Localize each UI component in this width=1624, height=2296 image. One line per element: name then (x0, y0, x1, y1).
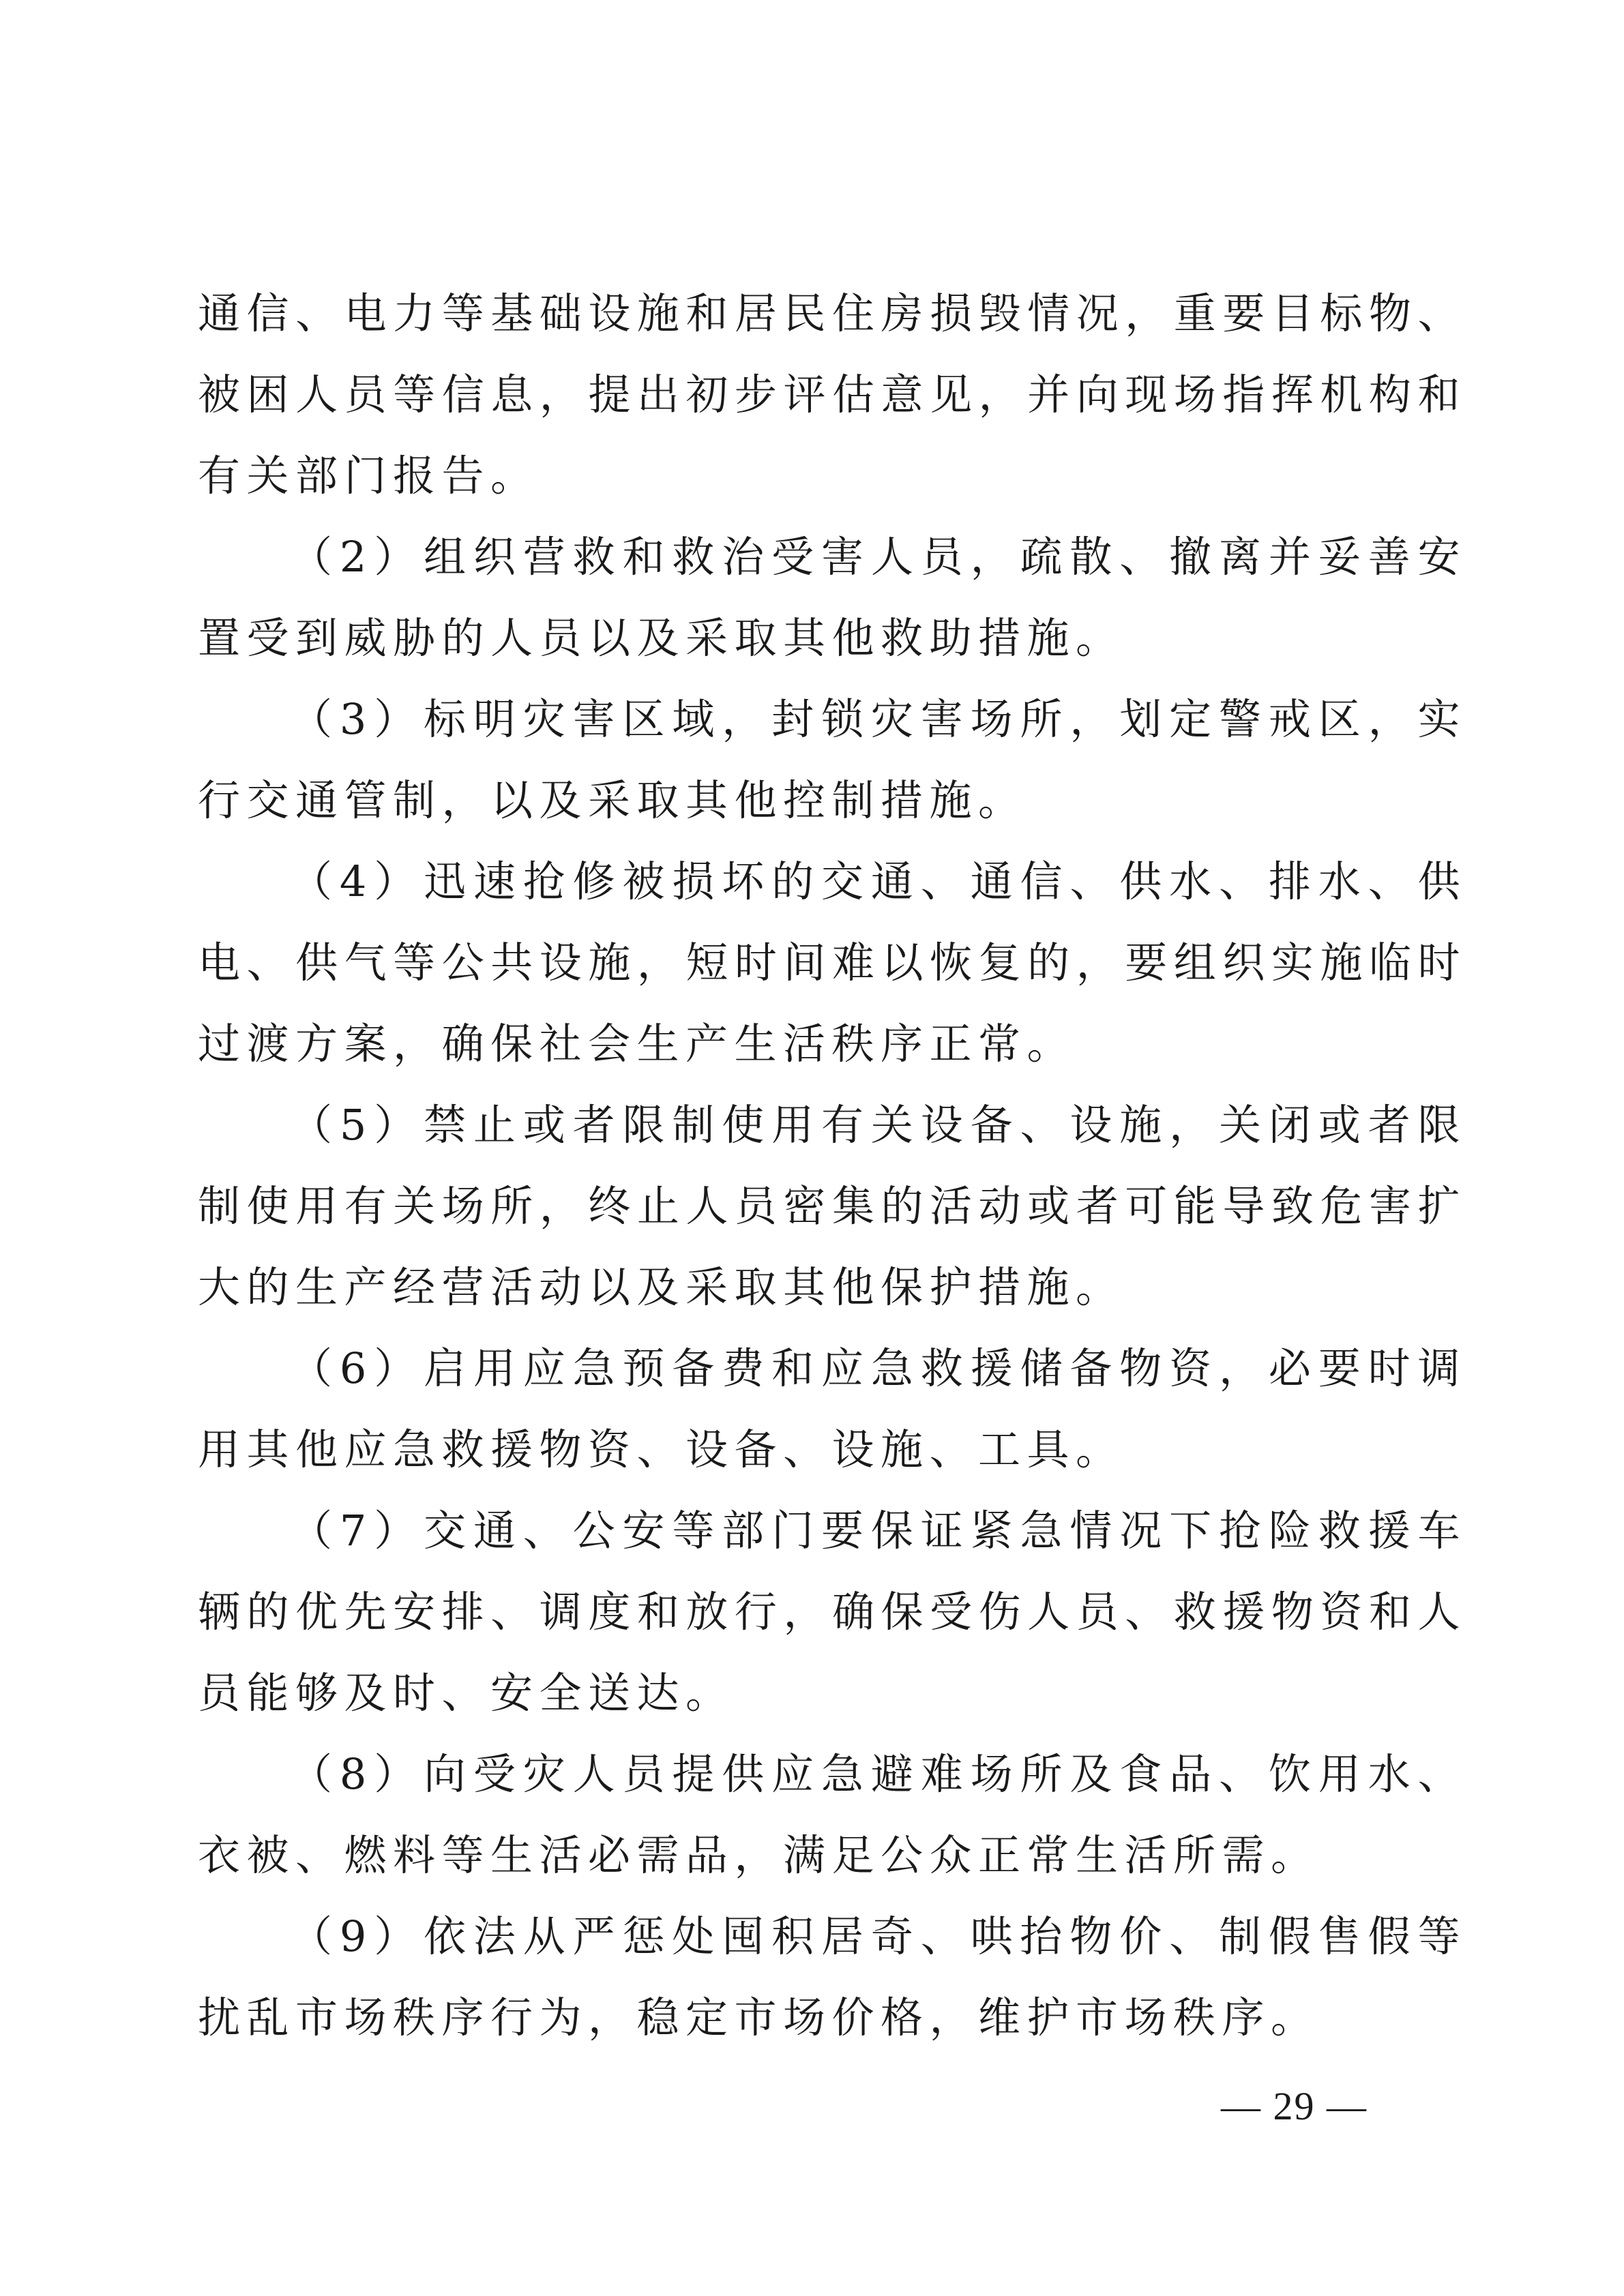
paragraph-item-2: （2）组织营救和救治受害人员，疏散、撤离并妥善安置受到威胁的人员以及采取其他救助措施。 (198, 532, 1466, 663)
paragraph-item-3: （3）标明灾害区域，封锁灾害场所，划定警戒区，实行交通管制，以及采取其他控制措施。 (198, 694, 1466, 825)
paragraph-continuation: 通信、电力等基础设施和居民住房损毁情况，重要目标物、被困人员等信息，提出初步评估意见，并向现场指挥机构和有关部门报告。 (198, 288, 1466, 501)
paragraph-item-4: （4）迅速抢修被损坏的交通、通信、供水、排水、供电、供气等公共设施，短时间难以恢复的，要组织实施临时过渡方案，确保社会生产生活秩序正常。 (198, 856, 1466, 1069)
paragraph-item-5: （5）禁止或者限制使用有关设备、设施，关闭或者限制使用有关场所，终止人员密集的活动或者可能导致危害扩大的生产经营活动以及采取其他保护措施。 (198, 1100, 1466, 1312)
document-body (198, 273, 1466, 2058)
paragraph-item-6: （6）启用应急预备费和应急救援储备物资，必要时调用其他应急救援物资、设备、设施、工具。 (198, 1343, 1466, 1474)
paragraph-item-9: （9）依法从严惩处囤积居奇、哄抬物价、制假售假等扰乱市场秩序行为，稳定市场价格，维护市场秩序。 (198, 1911, 1466, 2042)
page-number: — 29 — (1221, 2084, 1368, 2128)
paragraph-item-7: （7）交通、公安等部门要保证紧急情况下抢险救援车辆的优先安排、调度和放行，确保受伤人员、救援物资和人员能够及时、安全送达。 (198, 1506, 1466, 1718)
paragraph-item-8: （8）向受灾人员提供应急避难场所及食品、饮用水、衣被、燃料等生活必需品，满足公众正常生活所需。 (198, 1749, 1466, 1880)
